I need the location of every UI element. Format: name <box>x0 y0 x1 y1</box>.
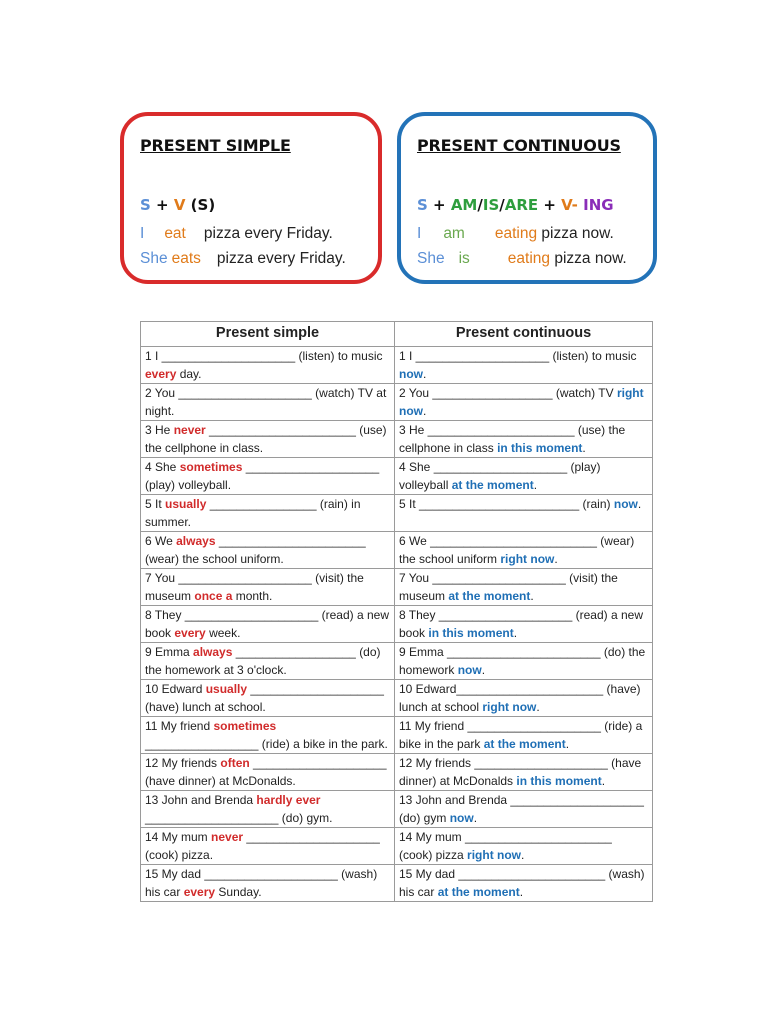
exercise-text: . <box>423 404 427 418</box>
table-row <box>141 643 653 680</box>
formula-slash: / <box>499 196 505 214</box>
present-simple-cell <box>141 754 395 791</box>
exercise-text: ____________________ (do) gym. <box>145 811 333 825</box>
header-present-continuous: Present continuous <box>395 322 653 347</box>
exercise-text: week. <box>205 626 241 640</box>
exercise-text: 14 My mum ______________________ (cook) pizza <box>399 830 612 862</box>
present-continuous-example-1 <box>417 225 614 243</box>
time-expression: in this moment <box>428 626 514 640</box>
time-expression: at the moment <box>483 737 566 751</box>
formula-verb: V- <box>561 196 584 214</box>
exercise-text: 11 My friend <box>145 719 214 733</box>
time-expression: every <box>145 367 177 381</box>
exercise-text: Sunday. <box>215 885 262 899</box>
exercise-text: . <box>530 589 534 603</box>
time-expression: in this moment <box>497 441 583 455</box>
exercise-text: 14 My mum <box>145 830 212 844</box>
table-row <box>141 384 653 421</box>
present-continuous-cell <box>395 717 653 754</box>
exercise-text: 1 I ____________________ (listen) to music <box>145 349 383 363</box>
exercise-text: . <box>519 885 524 899</box>
time-expression: now <box>449 811 474 825</box>
exercise-text: 3 He <box>145 423 174 437</box>
table-row <box>141 421 653 458</box>
present-simple-cell <box>141 828 395 865</box>
present-simple-example-2 <box>140 250 346 268</box>
time-expression: often <box>220 756 250 770</box>
exercise-text: 9 Emma <box>145 645 194 659</box>
formula-slash: / <box>477 196 483 214</box>
present-continuous-title: PRESENT CONTINUOUS <box>417 136 621 155</box>
table-row <box>141 347 653 384</box>
present-continuous-cell <box>395 828 653 865</box>
formula-ing: ING <box>583 196 614 214</box>
present-continuous-cell <box>395 384 653 421</box>
exercise-text: . <box>521 848 525 862</box>
present-simple-cell <box>141 458 395 495</box>
time-expression: in this moment <box>516 774 602 788</box>
time-expression: right now <box>467 848 522 862</box>
present-continuous-formula <box>417 196 614 214</box>
exercise-rows <box>141 347 653 902</box>
time-expression: always <box>176 534 216 548</box>
table-row <box>141 791 653 828</box>
present-continuous-cell <box>395 532 653 569</box>
exercise-text: . <box>423 367 427 381</box>
table-row <box>141 532 653 569</box>
exercise-text: 4 She <box>145 460 180 474</box>
time-expression: hardly ever <box>256 793 321 807</box>
exercise-text: 7 You ____________________ (visit) the museum <box>145 571 364 603</box>
example-rest: pizza every Friday. <box>216 250 346 267</box>
present-simple-cell <box>141 606 395 643</box>
example-aux: is <box>458 250 470 267</box>
exercise-text: _________________ (ride) a bike in the park. <box>145 737 388 751</box>
exercise-text: day. <box>176 367 202 381</box>
exercise-text: ____________________ (have) lunch at school. <box>145 682 384 714</box>
formula-verb: V <box>173 196 186 214</box>
example-verb: eating <box>494 225 538 242</box>
table-row <box>141 717 653 754</box>
present-simple-cell <box>141 680 395 717</box>
exercise-text: 3 He ______________________ (use) the cellphone in class <box>399 423 626 455</box>
present-continuous-cell <box>395 347 653 384</box>
formula-s-suffix: (S) <box>185 196 216 214</box>
time-expression: once a <box>194 589 233 603</box>
present-simple-cell <box>141 865 395 902</box>
formula-subject: S <box>140 196 151 214</box>
formula-plus: + <box>427 196 451 214</box>
exercise-text: . <box>637 497 642 511</box>
exercise-text: 4 She ____________________ (play) volleyball <box>399 460 601 492</box>
present-simple-cell <box>141 643 395 680</box>
example-verb: eating <box>507 250 551 267</box>
exercise-text: . <box>582 441 586 455</box>
time-expression: always <box>193 645 233 659</box>
example-subject: She <box>417 250 445 267</box>
table-row <box>141 865 653 902</box>
exercise-text: 5 It ________________________ (rain) <box>399 497 614 511</box>
exercise-text: ______________________ (wear) the school uniform. <box>145 534 366 566</box>
formula-plus: + <box>150 196 174 214</box>
exercise-text: ________________ (rain) in summer. <box>145 497 361 529</box>
exercise-text: 15 My dad ____________________ (wash) his car <box>145 867 378 899</box>
table-header-row <box>141 322 653 347</box>
formula-is: IS <box>482 196 500 214</box>
exercise-text: . <box>536 700 540 714</box>
exercise-text: 8 They ____________________ (read) a new book <box>145 608 389 640</box>
table-row <box>141 606 653 643</box>
present-simple-cell <box>141 384 395 421</box>
table-row <box>141 495 653 532</box>
time-expression: sometimes <box>179 460 243 474</box>
exercise-text: 11 My friend ____________________ (ride) a bike in the park <box>399 719 643 751</box>
time-expression: never <box>211 830 244 844</box>
exercise-text: ______________________ (use) the cellphone in class. <box>145 423 387 455</box>
time-expression: every <box>183 885 216 899</box>
exercise-text: 2 You ____________________ (watch) TV at night. <box>145 386 387 418</box>
example-subject: I <box>417 225 422 242</box>
exercise-text: . <box>473 811 478 825</box>
example-rest: pizza every Friday. <box>203 225 333 242</box>
page-crop-mask <box>130 932 670 1024</box>
present-simple-card <box>120 112 382 284</box>
example-subject: She <box>140 250 168 267</box>
exercise-text: 1 I ____________________ (listen) to music <box>399 349 637 363</box>
present-continuous-cell <box>395 754 653 791</box>
formula-plus: + <box>538 196 562 214</box>
exercise-text: ____________________ (have dinner) at McDonalds. <box>145 756 387 788</box>
time-expression: at the moment <box>451 478 534 492</box>
present-continuous-cell <box>395 421 653 458</box>
exercise-text: ____________________ (cook) pizza. <box>145 830 380 862</box>
present-continuous-example-2 <box>417 250 627 268</box>
present-continuous-cell <box>395 791 653 828</box>
time-expression: at the moment <box>437 885 520 899</box>
table-row <box>141 458 653 495</box>
exercise-text: 5 It <box>145 497 166 511</box>
time-expression: now <box>457 663 482 677</box>
example-rest: pizza now. <box>550 250 627 267</box>
present-continuous-cell <box>395 865 653 902</box>
exercise-text: 2 You __________________ (watch) TV <box>399 386 617 400</box>
present-continuous-cell <box>395 495 653 532</box>
exercise-text: . <box>513 626 518 640</box>
time-expression: never <box>173 423 206 437</box>
table-row <box>141 828 653 865</box>
exercise-text: . <box>533 478 538 492</box>
formula-subject: S <box>417 196 428 214</box>
table-row <box>141 569 653 606</box>
present-simple-cell <box>141 569 395 606</box>
time-expression: usually <box>205 682 248 696</box>
time-expression: sometimes <box>213 719 277 733</box>
formula-am: AM <box>450 196 478 214</box>
exercise-text: 10 Edward______________________ (have) lunch at school <box>399 682 641 714</box>
time-expression: every <box>174 626 206 640</box>
present-simple-cell <box>141 717 395 754</box>
exercise-text: 13 John and Brenda ____________________ (do) gym <box>399 793 644 825</box>
time-expression: right now <box>482 700 537 714</box>
present-simple-cell <box>141 495 395 532</box>
example-rest: pizza now. <box>537 225 614 242</box>
time-expression: right now <box>500 552 555 566</box>
exercise-text: . <box>481 663 486 677</box>
table-row <box>141 754 653 791</box>
time-expression: usually <box>165 497 207 511</box>
exercise-text: 15 My dad ______________________ (wash) his car <box>399 867 645 899</box>
example-verb: eats <box>171 250 201 267</box>
present-simple-title: PRESENT SIMPLE <box>140 136 291 155</box>
example-subject: I <box>140 225 145 242</box>
exercise-text: . <box>554 552 558 566</box>
exercise-text: 13 John and Brenda <box>145 793 257 807</box>
present-simple-formula <box>140 196 215 214</box>
present-simple-cell <box>141 347 395 384</box>
example-verb: eat <box>164 225 186 242</box>
time-expression: now <box>399 367 423 381</box>
present-continuous-card <box>397 112 657 284</box>
exercise-text: __________________ (do) the homework at 3 o'clock. <box>145 645 381 677</box>
present-simple-cell <box>141 421 395 458</box>
present-simple-cell <box>141 791 395 828</box>
exercise-text: 6 We _________________________ (wear) the school uniform <box>399 534 635 566</box>
exercise-table <box>140 321 653 902</box>
exercise-text: . <box>565 737 570 751</box>
present-simple-example-1 <box>140 225 333 243</box>
present-continuous-cell <box>395 569 653 606</box>
table-row <box>141 680 653 717</box>
example-aux: am <box>443 225 465 242</box>
formula-are: ARE <box>504 196 539 214</box>
present-continuous-cell <box>395 606 653 643</box>
time-expression: now <box>613 497 638 511</box>
exercise-text: 9 Emma _______________________ (do) the homework <box>399 645 646 677</box>
present-simple-cell <box>141 532 395 569</box>
time-expression: at the moment <box>448 589 531 603</box>
exercise-text: 7 You ____________________ (visit) the museum <box>399 571 618 603</box>
exercise-text: . <box>601 774 606 788</box>
present-continuous-cell <box>395 680 653 717</box>
exercise-text: 8 They ____________________ (read) a new book <box>399 608 643 640</box>
exercise-text: 12 My friends <box>145 756 221 770</box>
exercise-text: 6 We <box>145 534 177 548</box>
header-present-simple: Present simple <box>141 322 395 347</box>
present-continuous-cell <box>395 458 653 495</box>
exercise-text: ____________________ (play) volleyball. <box>145 460 380 492</box>
exercise-text: 10 Edward <box>145 682 206 696</box>
exercise-text: month. <box>232 589 273 603</box>
present-continuous-cell <box>395 643 653 680</box>
time-expression: right now <box>399 386 644 418</box>
exercise-text: 12 My friends ____________________ (have dinner) at McDonalds <box>399 756 642 788</box>
